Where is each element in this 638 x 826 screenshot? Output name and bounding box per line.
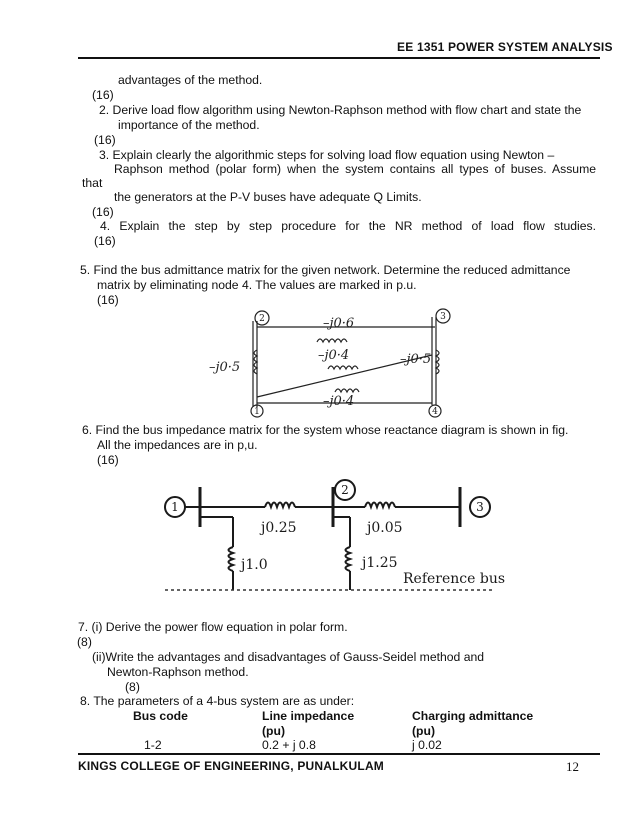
table-cell: 0.2 + j 0.8	[262, 738, 316, 752]
header-rule	[78, 57, 600, 59]
reactance-diagram-2	[155, 472, 505, 604]
mark-text: (16)	[97, 453, 119, 467]
bus-label: 2	[259, 314, 265, 324]
mark-text: (16)	[92, 88, 114, 102]
text-line: All the impedances are in p,u.	[97, 438, 258, 452]
coil-j10	[229, 547, 234, 571]
network-diagram-1	[205, 305, 465, 420]
table-subheader: (pu)	[262, 724, 286, 738]
question-4: 4. Explain the step by step procedure for the NR method of load flow studies.	[100, 219, 596, 233]
text-line: that	[82, 176, 103, 190]
question-7: 7. (i) Derive the power flow equation in polar form.	[78, 620, 348, 634]
coil-j005	[365, 503, 395, 508]
bus-label: 3	[440, 312, 446, 322]
mark-text: (16)	[92, 205, 114, 219]
text-line: (ii)Write the advantages and disadvantages of Gauss-Seidel method and	[92, 650, 485, 664]
reactance-label: j0.25	[261, 520, 297, 536]
mark-text: (8)	[125, 680, 140, 694]
text-line: Newton-Raphson method.	[107, 665, 249, 679]
text-line: the generators at the P-V buses have adequate Q Limits.	[114, 190, 422, 204]
reactance-label: –j0·4	[323, 394, 355, 409]
mark-text: (16)	[94, 234, 116, 248]
question-5: 5. Find the bus admittance matrix for the given network. Determine the reduced admittance	[80, 263, 571, 277]
reactance-label: –j0·5	[400, 352, 432, 367]
bus-label: 1	[254, 407, 260, 417]
coil-top	[317, 339, 347, 342]
reactance-label: –j0·4	[318, 348, 350, 363]
footer-college: KINGS COLLEGE OF ENGINEERING, PUNALKULAM	[78, 759, 385, 773]
table-subheader: (pu)	[412, 724, 436, 738]
mark-text: (16)	[97, 293, 119, 307]
text-line: Raphson method (polar form) when the system contains all types of buses. Assume	[114, 162, 596, 176]
mark-text: (16)	[94, 133, 116, 147]
table-header: Bus code	[133, 709, 188, 723]
header-title: EE 1351 POWER SYSTEM ANALYSIS	[397, 40, 613, 54]
footer-rule	[78, 753, 600, 755]
reactance-label: –j0·6	[323, 316, 355, 331]
reactance-label: j1.25	[362, 555, 398, 571]
question-3: 3. Explain clearly the algorithmic steps for solving load flow equation using Newton –	[99, 148, 555, 162]
coil-j125	[346, 547, 351, 571]
reactance-label: j1.0	[241, 557, 268, 573]
table-cell: 1-2	[144, 738, 162, 752]
reactance-label: j0.05	[367, 520, 403, 536]
bus-label: 2	[341, 483, 349, 497]
mark-text: (8)	[77, 635, 92, 649]
question-2: 2. Derive load flow algorithm using Newton-Raphson method with flow chart and state the	[99, 103, 582, 117]
text-line: advantages of the method.	[118, 73, 263, 87]
table-header: Charging admittance	[412, 709, 534, 723]
bus-label: 4	[432, 407, 438, 417]
table-header: Line impedance	[262, 709, 355, 723]
page-number: 12	[566, 759, 579, 774]
text-line: matrix by eliminating node 4. The values are marked in p.u.	[97, 278, 417, 292]
table-cell: j 0.02	[412, 738, 442, 752]
coil-j025	[265, 503, 295, 508]
bus-label: 1	[171, 500, 179, 514]
question-8: 8. The parameters of a 4-bus system are as under:	[80, 694, 355, 708]
bus-label: 3	[476, 500, 484, 514]
coil-diag	[328, 366, 358, 369]
question-6: 6. Find the bus impedance matrix for the system whose reactance diagram is shown in fig.	[82, 423, 569, 437]
text-line: importance of the method.	[118, 118, 260, 132]
coil-bottom	[335, 389, 359, 392]
reference-bus-label: Reference bus	[403, 571, 505, 587]
reactance-label: –j0·5	[209, 360, 241, 375]
